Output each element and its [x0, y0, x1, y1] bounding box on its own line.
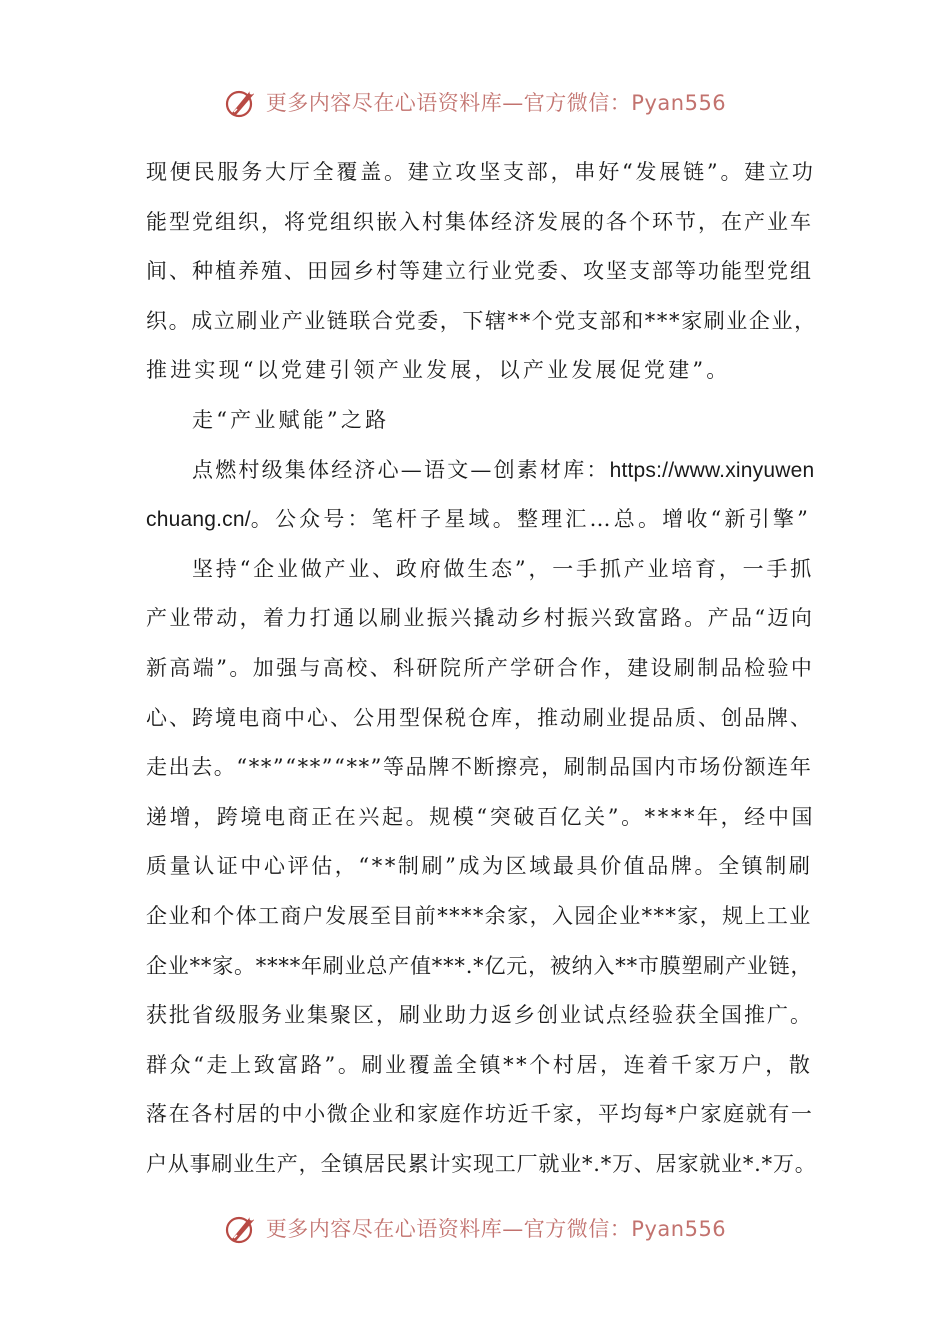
footer-banner-text: 更多内容尽在心语资料库—官方微信：Pyan556 — [265, 1217, 727, 1241]
text-line: 推进实现“以党建引领产业发展，以产业发展促党建”。 — [146, 358, 731, 383]
text-line: 坚持“企业做产业、政府做生态”，一手抓产业培育，一手抓 — [192, 556, 815, 581]
text-line: 企业**家。****年刷业总产值***.*亿元，被纳入**市膜塑刷产业链， — [146, 953, 813, 978]
header-banner-text: 更多内容尽在心语资料库—官方微信：Pyan556 — [265, 91, 727, 115]
text-line-with-link — [146, 446, 816, 496]
text-line: 落在各村居的中小微企业和家庭作坊近千家，平均每*户家庭就有一 — [146, 1102, 814, 1127]
text-segment: 点燃村级集体经济心—语文—创素材库： — [192, 457, 610, 482]
text-line: 质量认证中心评估，“**制刷”成为区域最具价值品牌。全镇制刷 — [146, 854, 813, 879]
text-line: 获批省级服务业集聚区，刷业助力返乡创业试点经验获全国推广。 — [146, 1003, 813, 1028]
text-line: 现便民服务大厅全覆盖。建立攻坚支部，串好“发展链”。建立功 — [146, 160, 816, 184]
text-line: 户从事刷业生产，全镇居民累计实现工厂就业*.*万、居家就业*.*万。 — [146, 1151, 817, 1176]
text-line: 企业和个体工商户发展至目前****余家，入园企业***家，规上工业 — [146, 903, 812, 928]
header-watermark-banner — [0, 80, 950, 124]
text-line: 心、跨境电商中心、公用型保税仓库，推动刷业提品质、创品牌、 — [146, 705, 813, 730]
pen-nib-circle-icon — [224, 1211, 258, 1245]
text-line-with-link — [146, 495, 816, 545]
text-line: 间、种植养殖、田园乡村等建立行业党委、攻坚支部等功能型党组 — [146, 259, 813, 284]
source-url-link[interactable]: https://www.xinyuwen — [609, 458, 815, 482]
text-segment: 。公众号：笔杆子星域。整理汇…总。增收“新引擎” — [250, 507, 812, 532]
text-line: 新高端”。加强与高校、科研院所产学研合作，建设刷制品检验中 — [146, 655, 815, 680]
footer-watermark-banner — [0, 1206, 950, 1250]
pen-nib-circle-icon — [224, 85, 258, 119]
text-line: 产业带动，着力打通以刷业振兴撬动乡村振兴致富路。产品“迈向 — [146, 606, 815, 631]
text-line: 能型党组织，将党组织嵌入村集体经济发展的各个环节，在产业车 — [146, 209, 813, 234]
text-line: 递增，跨境电商正在兴起。规模“突破百亿关”。****年，经中国 — [146, 804, 816, 829]
text-line: 走出去。“**”“**”“**”等品牌不断擦亮，刷制品国内市场份额连年 — [146, 755, 813, 780]
document-body — [146, 148, 816, 1189]
section-heading: 走“产业赋能”之路 — [192, 407, 390, 432]
source-url-link-continued[interactable]: chuang.cn/ — [146, 508, 251, 532]
text-line: 织。成立刷业产业链联合党委，下辖**个党支部和***家刷业企业， — [146, 308, 817, 333]
text-line: 群众“走上致富路”。刷业覆盖全镇**个村居，连着千家万户，散 — [146, 1052, 813, 1077]
